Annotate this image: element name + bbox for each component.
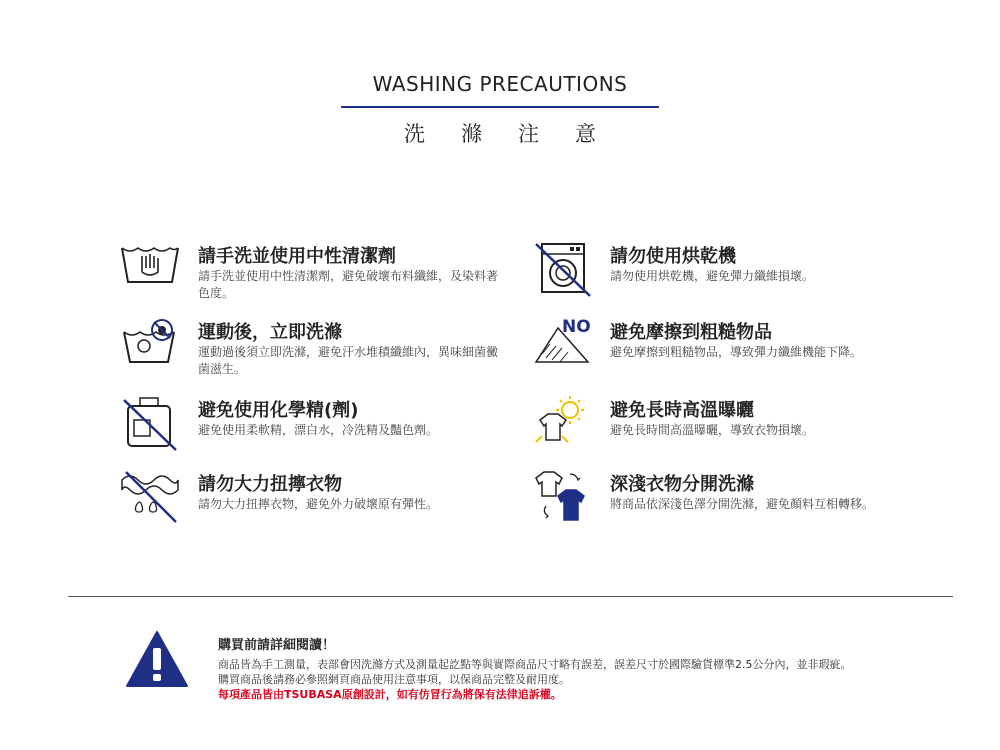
- notice-copyright: 每項產品皆由TSUBASA原創設計，如有仿冒行為將保有法律追訴權。: [218, 688, 562, 701]
- notice-line: 商品皆為手工測量，表部會因洗滌方式及測量起訖點等與實際商品尺寸略有誤差，誤差尺寸於國際驗貨標準2.5公分內，並非瑕疵。: [218, 658, 852, 671]
- page-subtitle: 洗滌注意: [404, 122, 632, 146]
- item-desc: 避免摩擦到粗糙物品，導致彈力纖維機能下降。: [610, 345, 863, 359]
- item-desc: 請勿使用烘乾機，避免彈力纖維損壞。: [610, 269, 815, 283]
- item-title: 避免使用化學精(劑): [198, 400, 359, 421]
- no-dryer-icon: [532, 242, 592, 298]
- item-desc: 請手洗並使用中性清潔劑，避免破壞布料纖維，及染料著色度。: [198, 269, 499, 300]
- no-rough-friction-icon: [532, 318, 592, 374]
- section-divider: [68, 596, 953, 597]
- item-desc: 避免長時間高溫曝曬，導致衣物損壞。: [610, 423, 815, 437]
- item-title: 請勿大力扭擰衣物: [198, 474, 342, 495]
- item-desc: 請勿大力扭擰衣物，避免外力破壞原有彈性。: [198, 497, 439, 511]
- page-title: WASHING PRECAUTIONS: [372, 72, 628, 96]
- no-badge: NO: [562, 318, 591, 337]
- hand-wash-icon: [120, 242, 180, 298]
- item-title: 避免摩擦到粗糙物品: [610, 322, 772, 343]
- item-title: 避免長時高溫曝曬: [610, 400, 754, 421]
- item-desc: 將商品依深淺色澤分開洗滌，避免顏料互相轉移。: [610, 497, 875, 511]
- item-title: 請手洗並使用中性清潔劑: [198, 246, 396, 267]
- wash-after-exercise-icon: [120, 318, 180, 374]
- item-desc: 避免使用柔軟精，漂白水，冷洗精及豔色劑。: [198, 423, 439, 437]
- item-title: 深淺衣物分開洗滌: [610, 474, 754, 495]
- notice-title: 購買前請詳細閱讀！: [218, 638, 336, 653]
- title-underline: [341, 106, 659, 108]
- item-title: 運動後，立即洗滌: [198, 322, 342, 343]
- no-wring-icon: [120, 470, 180, 526]
- notice-line: 購買商品後請務必參照網頁商品使用注意事項，以保商品完整及耐用度。: [218, 673, 570, 686]
- item-title: 請勿使用烘乾機: [610, 246, 736, 267]
- no-sun-icon: [532, 396, 592, 452]
- item-desc: 運動過後須立即洗滌，避免汗水堆積纖維內，異味細菌黴菌滋生。: [198, 345, 499, 376]
- purchase-notice: [218, 634, 852, 702]
- separate-colors-icon: [532, 470, 592, 526]
- warning-icon: [125, 630, 189, 688]
- no-chemical-icon: [120, 396, 180, 452]
